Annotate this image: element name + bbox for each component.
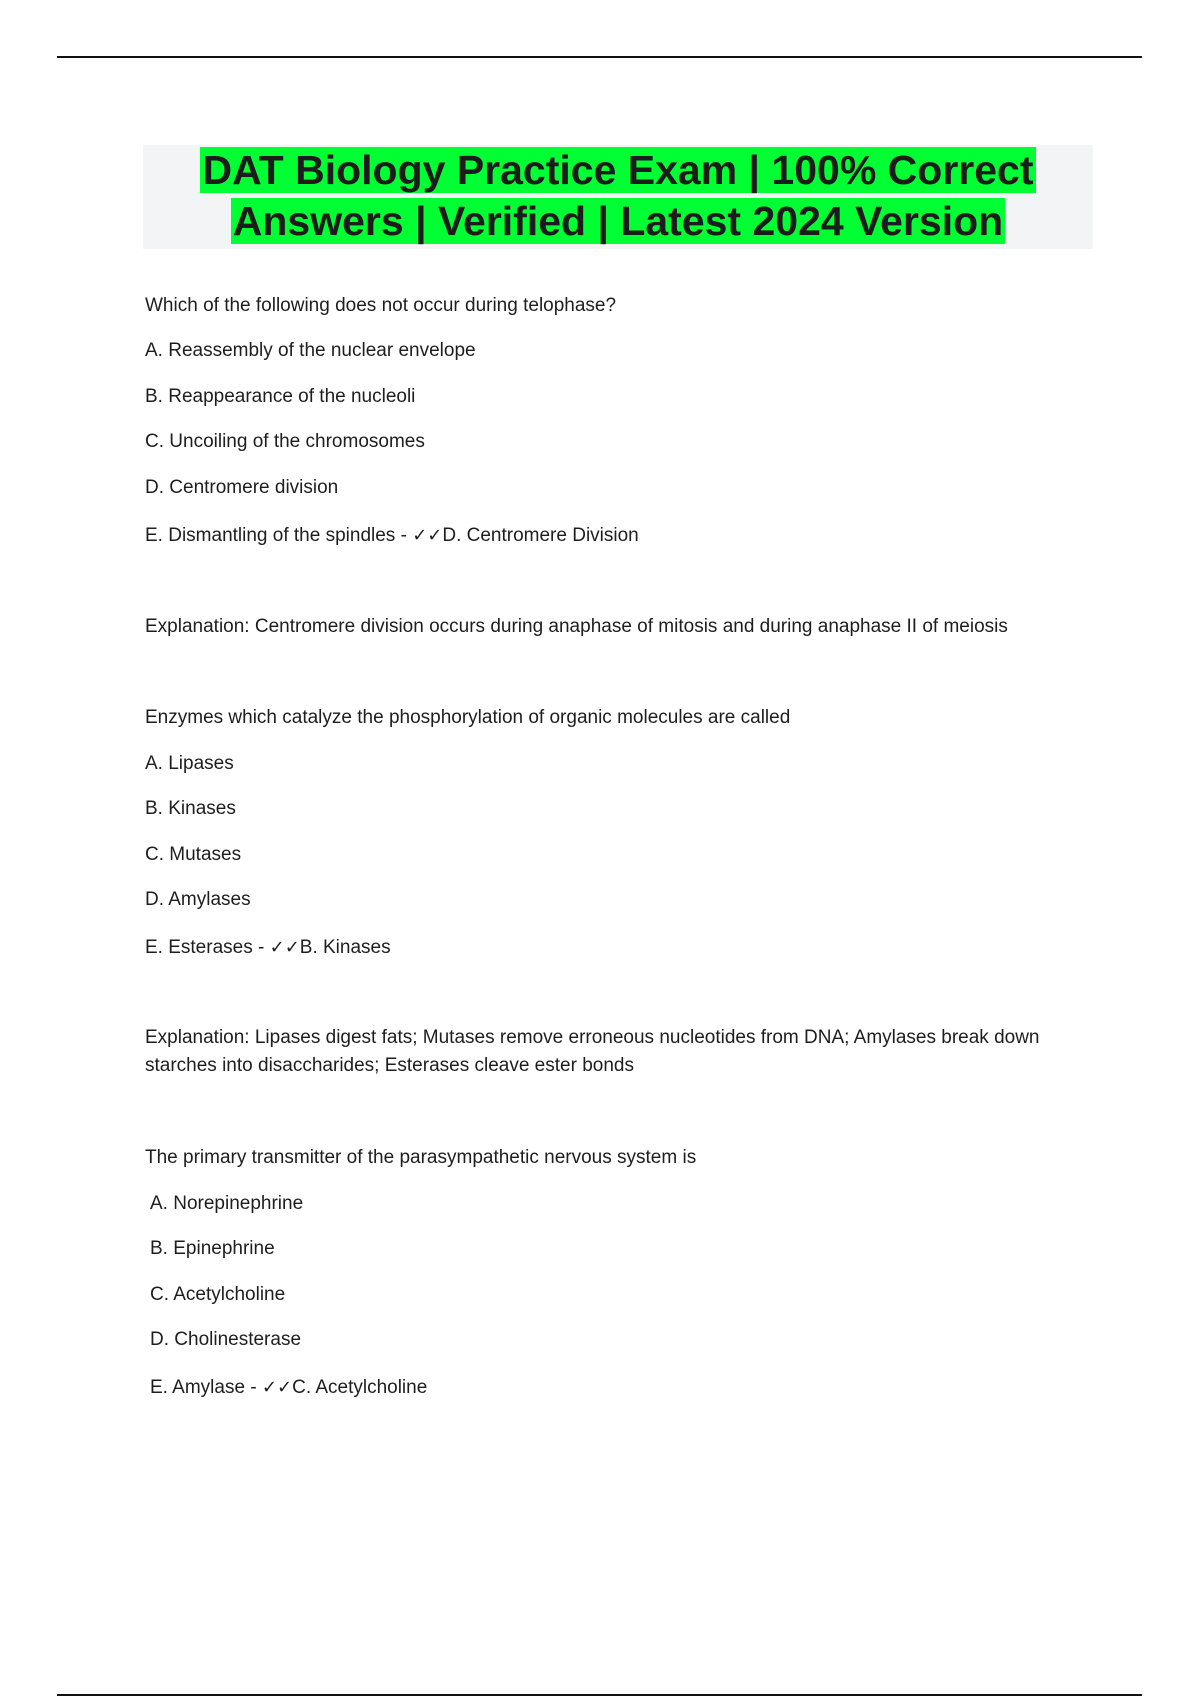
q1-option-a: A. Reassembly of the nuclear envelope: [145, 340, 476, 361]
q3-option-b: B. Epinephrine: [150, 1238, 275, 1259]
q1-question: Which of the following does not occur during telophase?: [145, 295, 617, 316]
q3-question: The primary transmitter of the parasympathetic nervous system is: [145, 1147, 697, 1168]
title-line-2: Answers | Verified | Latest 2024 Version: [232, 198, 1004, 244]
page-title: [143, 145, 1093, 247]
q2-option-b: B. Kinases: [145, 798, 236, 819]
q2-option-e: [145, 935, 391, 961]
q1-answer: D. Centromere Division: [442, 525, 639, 546]
q3-answer: C. Acetylcholine: [292, 1377, 428, 1398]
checkmark-icon: ✓✓: [269, 937, 300, 958]
q2-option-c: C. Mutases: [145, 844, 242, 865]
q1-option-c: C. Uncoiling of the chromosomes: [145, 431, 425, 452]
q2-option-d: D. Amylases: [145, 889, 251, 910]
q2-explanation: Explanation: Lipases digest fats; Mutases remove erroneous nucleotides from DNA; Amylases break down starches into disaccharides; Esterases cleave ester bonds: [145, 1027, 1040, 1076]
q1-option-e: [145, 523, 639, 549]
q1-option-b: B. Reappearance of the nucleoli: [145, 386, 416, 407]
top-rule: [57, 56, 1142, 58]
q2-option-e-text: E. Esterases -: [145, 937, 270, 958]
q1-option-d: D. Centromere division: [145, 477, 339, 498]
q3-option-e-text: E. Amylase -: [150, 1377, 262, 1398]
q3-option-d: D. Cholinesterase: [150, 1329, 302, 1350]
q3-option-a: A. Norepinephrine: [150, 1193, 304, 1214]
checkmark-icon: ✓✓: [412, 525, 443, 546]
checkmark-icon: ✓✓: [261, 1377, 293, 1398]
q2-option-a: A. Lipases: [145, 753, 234, 774]
title-banner: [143, 145, 1093, 249]
q3-option-e: [150, 1375, 427, 1401]
q3-option-c: C. Acetylcholine: [150, 1284, 286, 1305]
title-line-1: DAT Biology Practice Exam | 100% Correct: [202, 147, 1034, 193]
q1-option-e-text: E. Dismantling of the spindles -: [145, 525, 413, 546]
bottom-rule: [57, 1694, 1142, 1696]
q1-explanation: Explanation: Centromere division occurs during anaphase of mitosis and during anaphase II of meiosis: [145, 616, 1008, 637]
q2-question: Enzymes which catalyze the phosphorylation of organic molecules are called: [145, 707, 791, 728]
q2-answer: B. Kinases: [299, 937, 391, 958]
